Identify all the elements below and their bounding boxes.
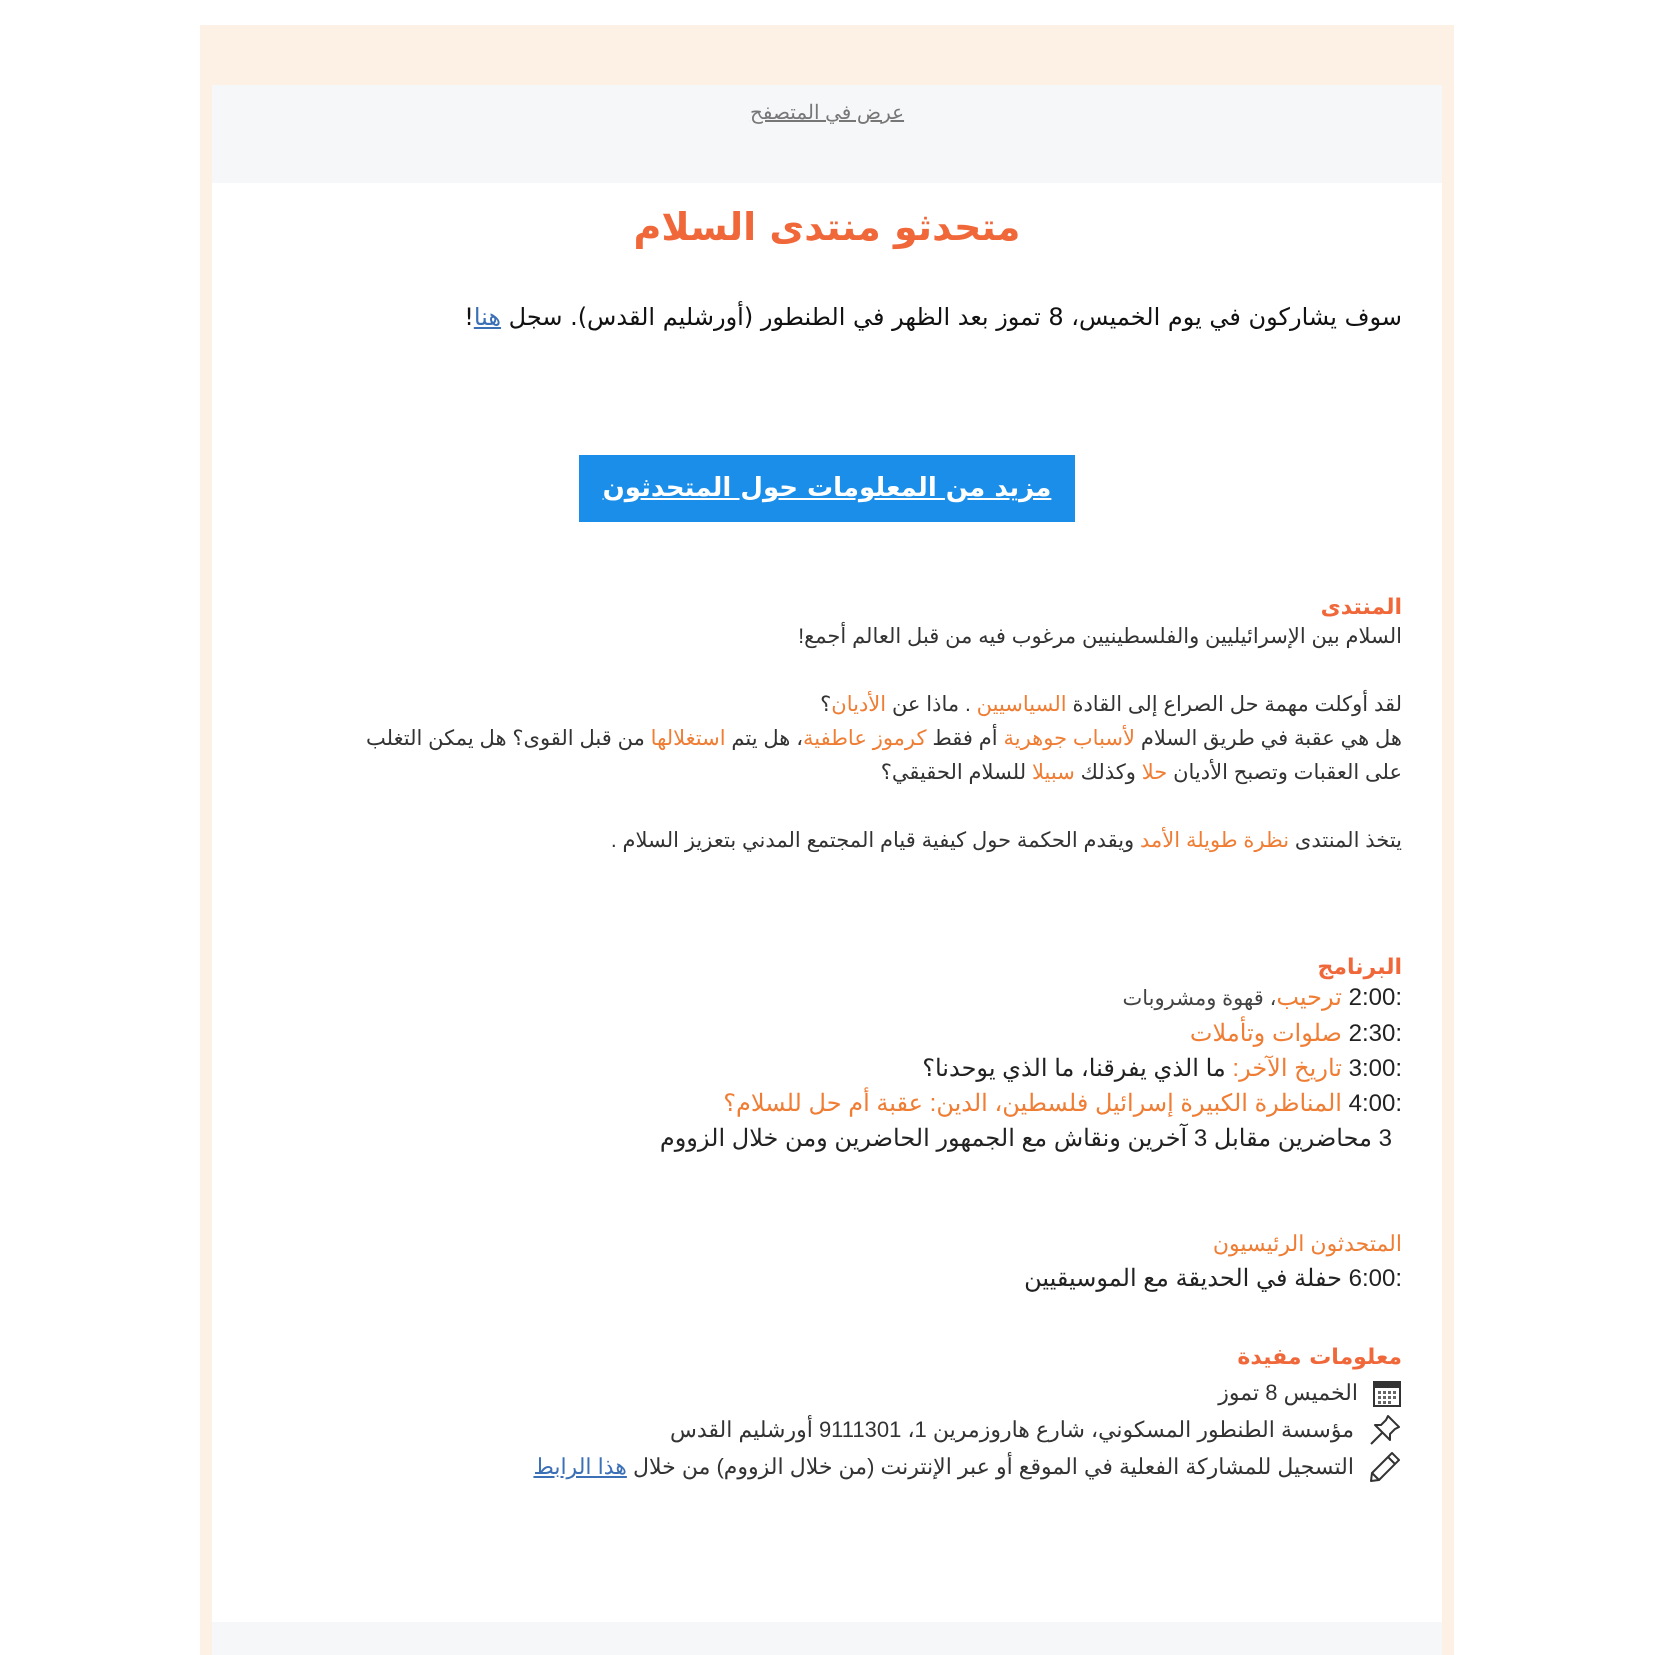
forum-section xyxy=(232,595,1402,858)
page-title: متحدثو منتدى السلام xyxy=(633,205,1021,249)
program-highlight: المناظرة الكبيرة إسرائيل فلسطين، الدين: عقبة أم حل للسلام؟ xyxy=(723,1090,1342,1117)
forum-line-5 xyxy=(232,824,1402,858)
info-address-row xyxy=(232,1411,1402,1448)
forum-highlight: نظرة طويلة الأمد xyxy=(1140,829,1290,852)
forum-heading: المنتدى xyxy=(1320,595,1402,620)
forum-highlight: استغلالها xyxy=(650,727,726,750)
forum-highlight: لأسباب جوهرية xyxy=(1003,727,1135,750)
info-section xyxy=(232,1345,1402,1485)
program-time: 4:00: xyxy=(1348,1090,1402,1117)
pin-icon xyxy=(1368,1413,1402,1447)
forum-highlight: سبيلا xyxy=(1032,761,1075,784)
forum-highlight: الأديان xyxy=(831,693,887,716)
info-date-row xyxy=(232,1374,1402,1411)
forum-text: . ماذا عن xyxy=(886,693,977,716)
program-row xyxy=(232,980,1402,1016)
forum-text: من قبل القوى؟ هل يمكن التغلب xyxy=(366,727,651,750)
pencil-icon xyxy=(1368,1450,1402,1484)
program-row: 3 محاضرين مقابل 3 آخرين ونقاش مع الجمهور الحاضرين ومن خلال الزووم xyxy=(659,1125,1392,1152)
view-in-browser-link[interactable]: عرض في المتصفح xyxy=(749,102,905,124)
program-row xyxy=(232,1261,1402,1296)
program-row xyxy=(232,1016,1402,1051)
footer-bar xyxy=(212,1622,1442,1655)
program-time: 2:00: xyxy=(1348,984,1402,1011)
intro-end: ! xyxy=(464,303,474,331)
program-text: ، قهوة ومشروبات xyxy=(1122,987,1277,1010)
register-link[interactable]: هذا الرابط xyxy=(533,1454,627,1479)
forum-text: هل هي عقبة في طريق السلام xyxy=(1134,727,1402,750)
email-body xyxy=(212,85,1442,1655)
info-register xyxy=(533,1448,1354,1485)
program-row xyxy=(232,1051,1402,1086)
forum-text: ويقدم الحكمة حول كيفية قيام المجتمع المدني بتعزيز السلام . xyxy=(610,829,1141,852)
forum-text: ؟ xyxy=(820,693,832,716)
more-info-button[interactable]: مزيد من المعلومات حول المتحدثون xyxy=(579,455,1075,522)
intro-text: سوف يشاركون في يوم الخميس، 8 تموز بعد الظهر في الطنطور (أورشليم القدس). سجل xyxy=(501,303,1402,331)
forum-line-1: السلام بين الإسرائيليين والفلسطينيين مرغوب فيه من قبل العالم أجمع! xyxy=(798,625,1402,648)
email-frame xyxy=(200,25,1454,1655)
calendar-icon xyxy=(1372,1378,1402,1408)
forum-line-4 xyxy=(232,756,1402,790)
program-row xyxy=(232,1086,1402,1121)
program-text: ما الذي يفرقنا، ما الذي يوحدنا؟ xyxy=(922,1055,1233,1082)
forum-line-2 xyxy=(232,688,1402,722)
program-highlight: صلوات وتأملات xyxy=(1189,1020,1342,1047)
forum-highlight: كرموز عاطفية xyxy=(803,727,927,750)
forum-text: وكذلك xyxy=(1074,761,1142,784)
header-bar xyxy=(212,85,1442,183)
program-highlight: ترحيب xyxy=(1276,984,1342,1011)
forum-line-3 xyxy=(162,722,1402,756)
info-date: الخميس 8 تموز xyxy=(1218,1380,1358,1405)
program-time: 6:00: xyxy=(1348,1265,1402,1292)
register-here-link[interactable]: هنا xyxy=(473,303,502,331)
program-section xyxy=(232,955,1402,1296)
intro-paragraph xyxy=(252,303,1402,331)
forum-text: لقد أوكلت مهمة حل الصراع إلى القادة xyxy=(1066,693,1402,716)
forum-highlight: السياسيين xyxy=(976,693,1067,716)
forum-text: يتخذ المنتدى xyxy=(1289,829,1402,852)
keynote-speakers-label xyxy=(232,1226,1402,1261)
forum-text: ، هل يتم xyxy=(725,727,803,750)
info-heading: معلومات مفيدة xyxy=(1237,1345,1402,1370)
forum-text: أم فقط xyxy=(926,727,1004,750)
program-text: حفلة في الحديقة مع الموسيقيين xyxy=(1024,1265,1349,1292)
forum-highlight: حلا xyxy=(1141,761,1168,784)
program-highlight: المتحدثون الرئيسيون xyxy=(1212,1231,1402,1256)
program-highlight: تاريخ الآخر: xyxy=(1232,1055,1342,1082)
forum-text: للسلام الحقيقي؟ xyxy=(880,761,1032,784)
program-time: 3:00: xyxy=(1348,1055,1402,1082)
forum-text: على العقبات وتصبح الأديان xyxy=(1167,761,1402,784)
info-register-row xyxy=(232,1448,1402,1485)
info-address: مؤسسة الطنطور المسكوني، شارع هاروزمرين 1، 9111301 أورشليم القدس xyxy=(670,1417,1354,1442)
program-heading: البرنامج xyxy=(1317,955,1402,980)
program-time: 2:30: xyxy=(1348,1020,1402,1047)
info-register-text: التسجيل للمشاركة الفعلية في الموقع أو عبر الإنترنت (من خلال الزووم) من خلال xyxy=(626,1454,1354,1479)
